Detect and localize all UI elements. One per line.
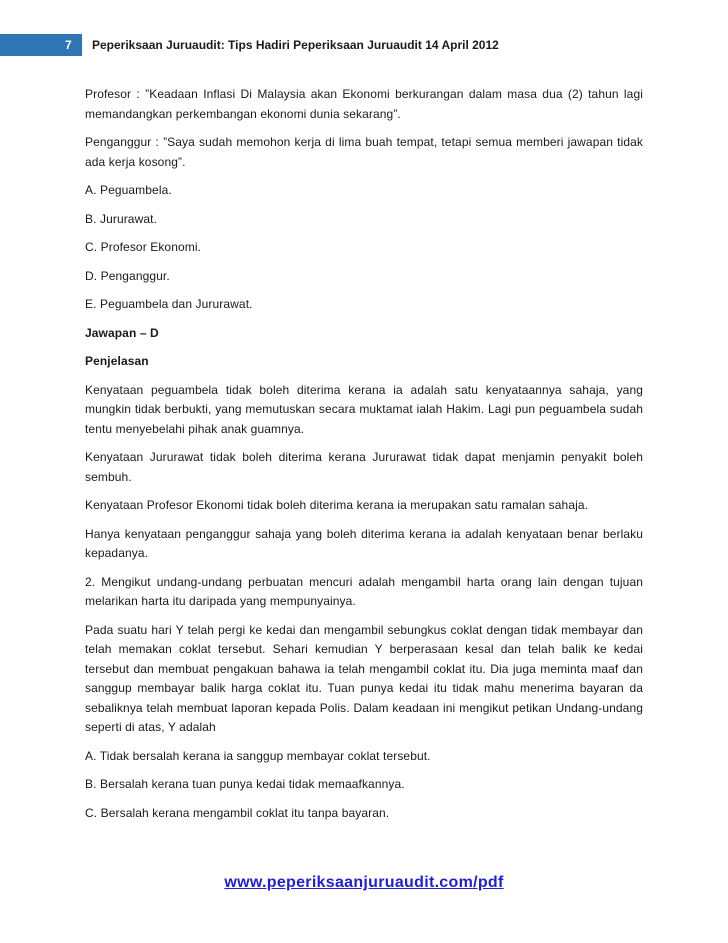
header-title: Peperiksaan Juruaudit: Tips Hadiri Peperiksaan Juruaudit 14 April 2012 xyxy=(92,38,499,52)
unemployed-statement: Penganggur : ”Saya sudah memohon kerja di lima buah tempat, tetapi semua memberi jawapan tidak ada kerja kosong”. xyxy=(85,135,643,169)
option-a: A. Peguambela. xyxy=(85,183,172,197)
explanation-heading: Penjelasan xyxy=(85,354,149,368)
question-2-option-b: B. Bersalah kerana tuan punya kedai tidak memaafkannya. xyxy=(85,777,405,791)
explanation-paragraph: Kenyataan Profesor Ekonomi tidak boleh diterima kerana ia merupakan satu ramalan sahaja. xyxy=(85,498,589,512)
option-c: C. Profesor Ekonomi. xyxy=(85,240,202,254)
answer-line: Jawapan – D xyxy=(85,325,159,340)
question-2: 2. Mengikut undang-undang perbuatan mencuri adalah mengambil harta orang lain dengan tujuan melarikan harta itu daripada yang mempunyainya. xyxy=(85,574,643,608)
explanation-paragraph: Hanya kenyataan penganggur sahaja yang boleh diterima kerana ia adalah kenyataan benar berlaku kepadanya. xyxy=(85,526,643,560)
page-number: 7 xyxy=(0,34,82,56)
option-d: D. Penganggur. xyxy=(85,268,170,283)
document-body xyxy=(85,85,643,832)
page-header xyxy=(0,34,728,56)
question-2-option-c: C. Bersalah kerana mengambil coklat itu tanpa bayaran. xyxy=(85,805,390,820)
footer-website-link[interactable]: www.peperiksaanjuruaudit.com/pdf xyxy=(224,874,504,891)
explanation-paragraph: Kenyataan Jururawat tidak boleh diterima kerana Jururawat tidak dapat menjamin penyakit boleh sembuh. xyxy=(85,450,643,484)
header-divider xyxy=(82,34,84,56)
question-2-option-a: A. Tidak bersalah kerana ia sanggup membayar coklat tersebut. xyxy=(85,748,431,763)
professor-statement: Profesor : ”Keadaan Inflasi Di Malaysia akan Ekonomi berkurangan dalam masa dua (2) tahun lagi memandangkan perkembangan ekonomi dunia sekarang”. xyxy=(85,87,643,121)
option-b: B. Jururawat. xyxy=(85,211,157,226)
option-e: E. Peguambela dan Jururawat. xyxy=(85,297,253,311)
explanation-paragraph: Kenyataan peguambela tidak boleh diterima kerana ia adalah satu kenyataannya sahaja, yang mungkin tidak berbukti, yang memutuskan secara muktamat ialah Hakim. Lagi pun peguambela sudah tentu menyebelahi pihak anak guamnya. xyxy=(85,382,643,436)
question-2-scenario: Pada suatu hari Y telah pergi ke kedai dan mengambil sebungkus coklat dengan tidak membayar dan telah memakan coklat tersebut. Sehari kemudian Y berperasaan kesal dan telah balik ke kedai tersebut dan membuat pengakuan bahawa ia telah mengambil coklat itu. Dia juga meminta maaf dan sanggup membayar balik harga coklat itu. Tuan punya kedai itu tidak mahu menerima bayaran da sebaliknya telah membuat laporan kepada Polis. Dalam keadaan ini mengikut petikan Undang-undang seperti di atas, Y adalah xyxy=(85,622,643,734)
